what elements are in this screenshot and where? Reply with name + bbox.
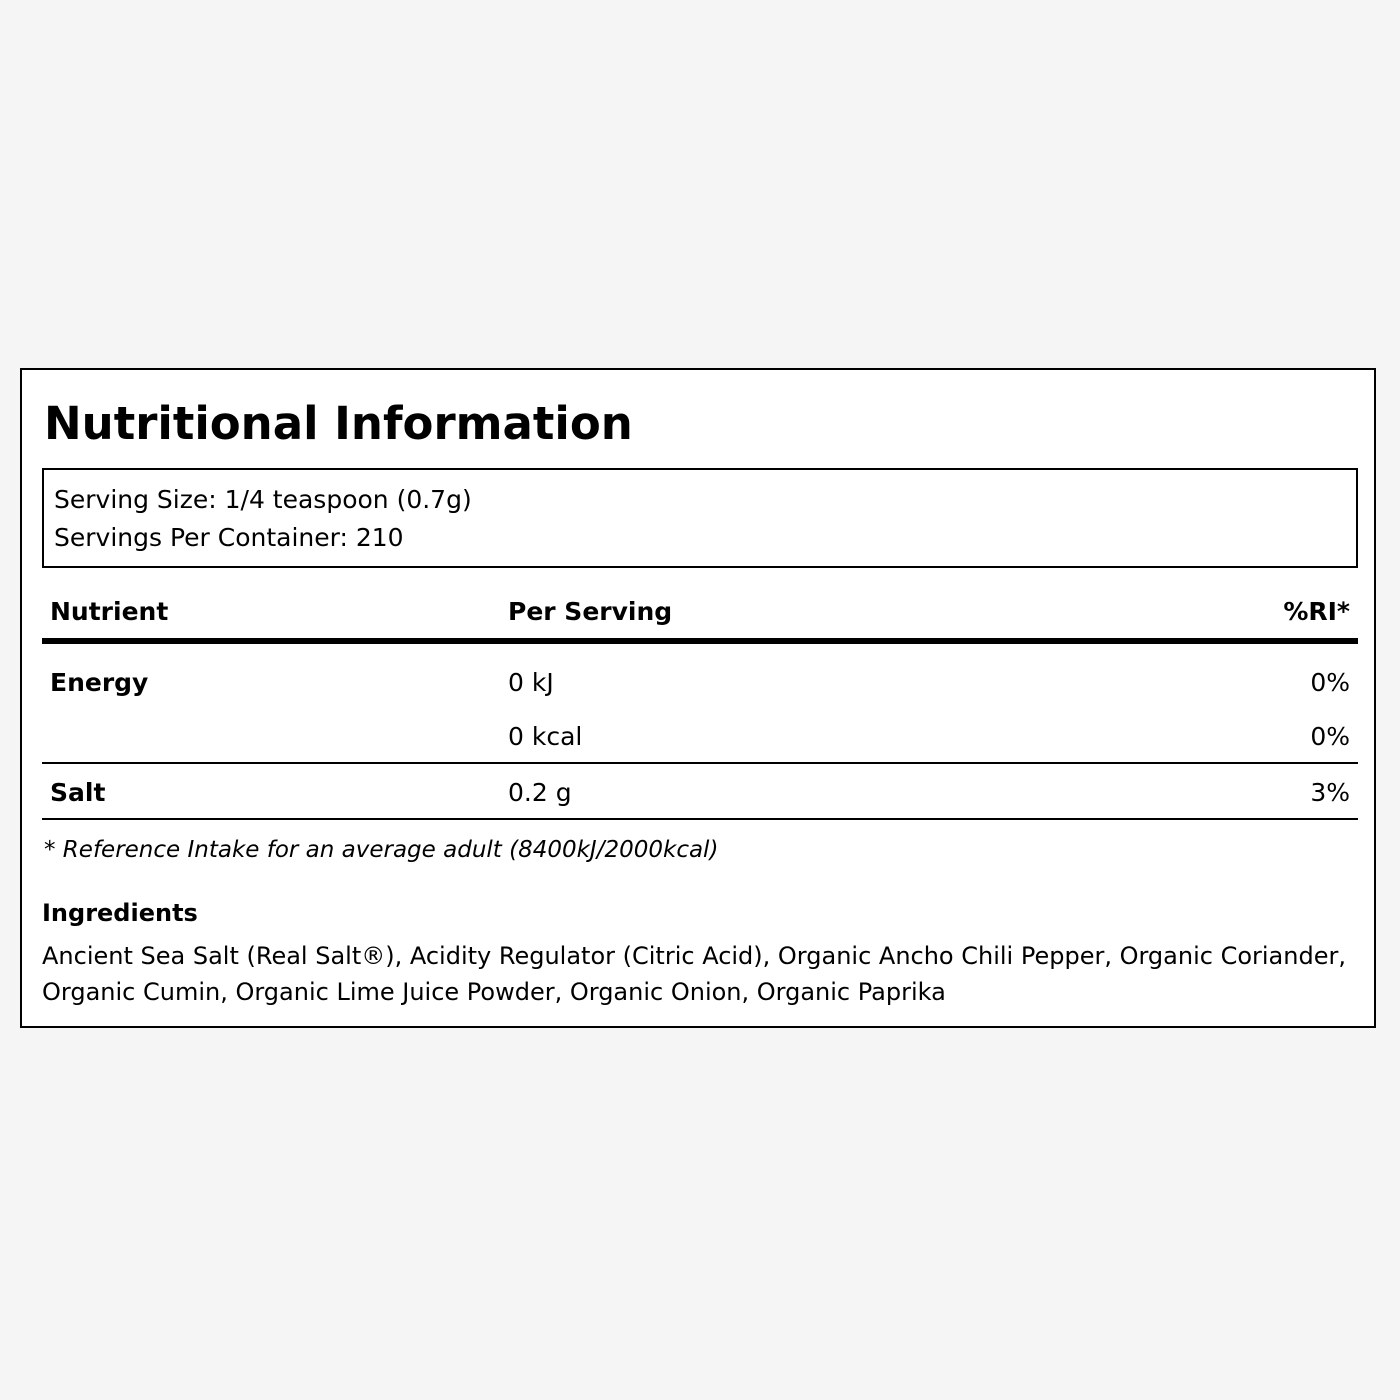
ri-value: 0% xyxy=(1310,722,1350,751)
panel-title: Nutritional Information xyxy=(44,397,633,450)
header-nutrient: Nutrient xyxy=(50,597,169,626)
header-divider xyxy=(42,638,1358,644)
nutrient-name: Salt xyxy=(50,778,106,807)
nutrient-name: Energy xyxy=(50,668,149,697)
ri-value: 0% xyxy=(1310,668,1350,697)
per-serving-value: 0 kcal xyxy=(508,722,583,751)
per-serving-value: 0.2 g xyxy=(508,778,572,807)
ingredients-list: Ancient Sea Salt (Real Salt®), Acidity Regulator (Citric Acid), Organic Ancho Chili Pepper, Organic Coriander, Organic Cumin, Organic Lime Juice Powder, Organic Onion, Organic Paprika xyxy=(42,942,1346,1006)
table-bottom-divider xyxy=(42,818,1358,820)
ri-value: 3% xyxy=(1310,778,1350,807)
servings-per-container: Servings Per Container: 210 xyxy=(54,523,404,552)
table-header-row xyxy=(42,594,1358,630)
ri-footnote: * Reference Intake for an average adult (8400kJ/2000kcal) xyxy=(44,837,719,863)
header-per-serving: Per Serving xyxy=(508,597,673,626)
header-ri: %RI* xyxy=(1283,597,1350,626)
row-divider xyxy=(42,762,1358,764)
table-row-energy-kj xyxy=(42,663,1358,703)
ingredients-heading: Ingredients xyxy=(42,899,198,927)
serving-size: Serving Size: 1/4 teaspoon (0.7g) xyxy=(54,485,472,514)
nutrition-panel xyxy=(20,368,1376,1028)
table-row-energy-kcal xyxy=(42,717,1358,757)
per-serving-value: 0 kJ xyxy=(508,668,554,697)
serving-info-box xyxy=(42,468,1358,568)
table-row-salt xyxy=(42,773,1358,813)
